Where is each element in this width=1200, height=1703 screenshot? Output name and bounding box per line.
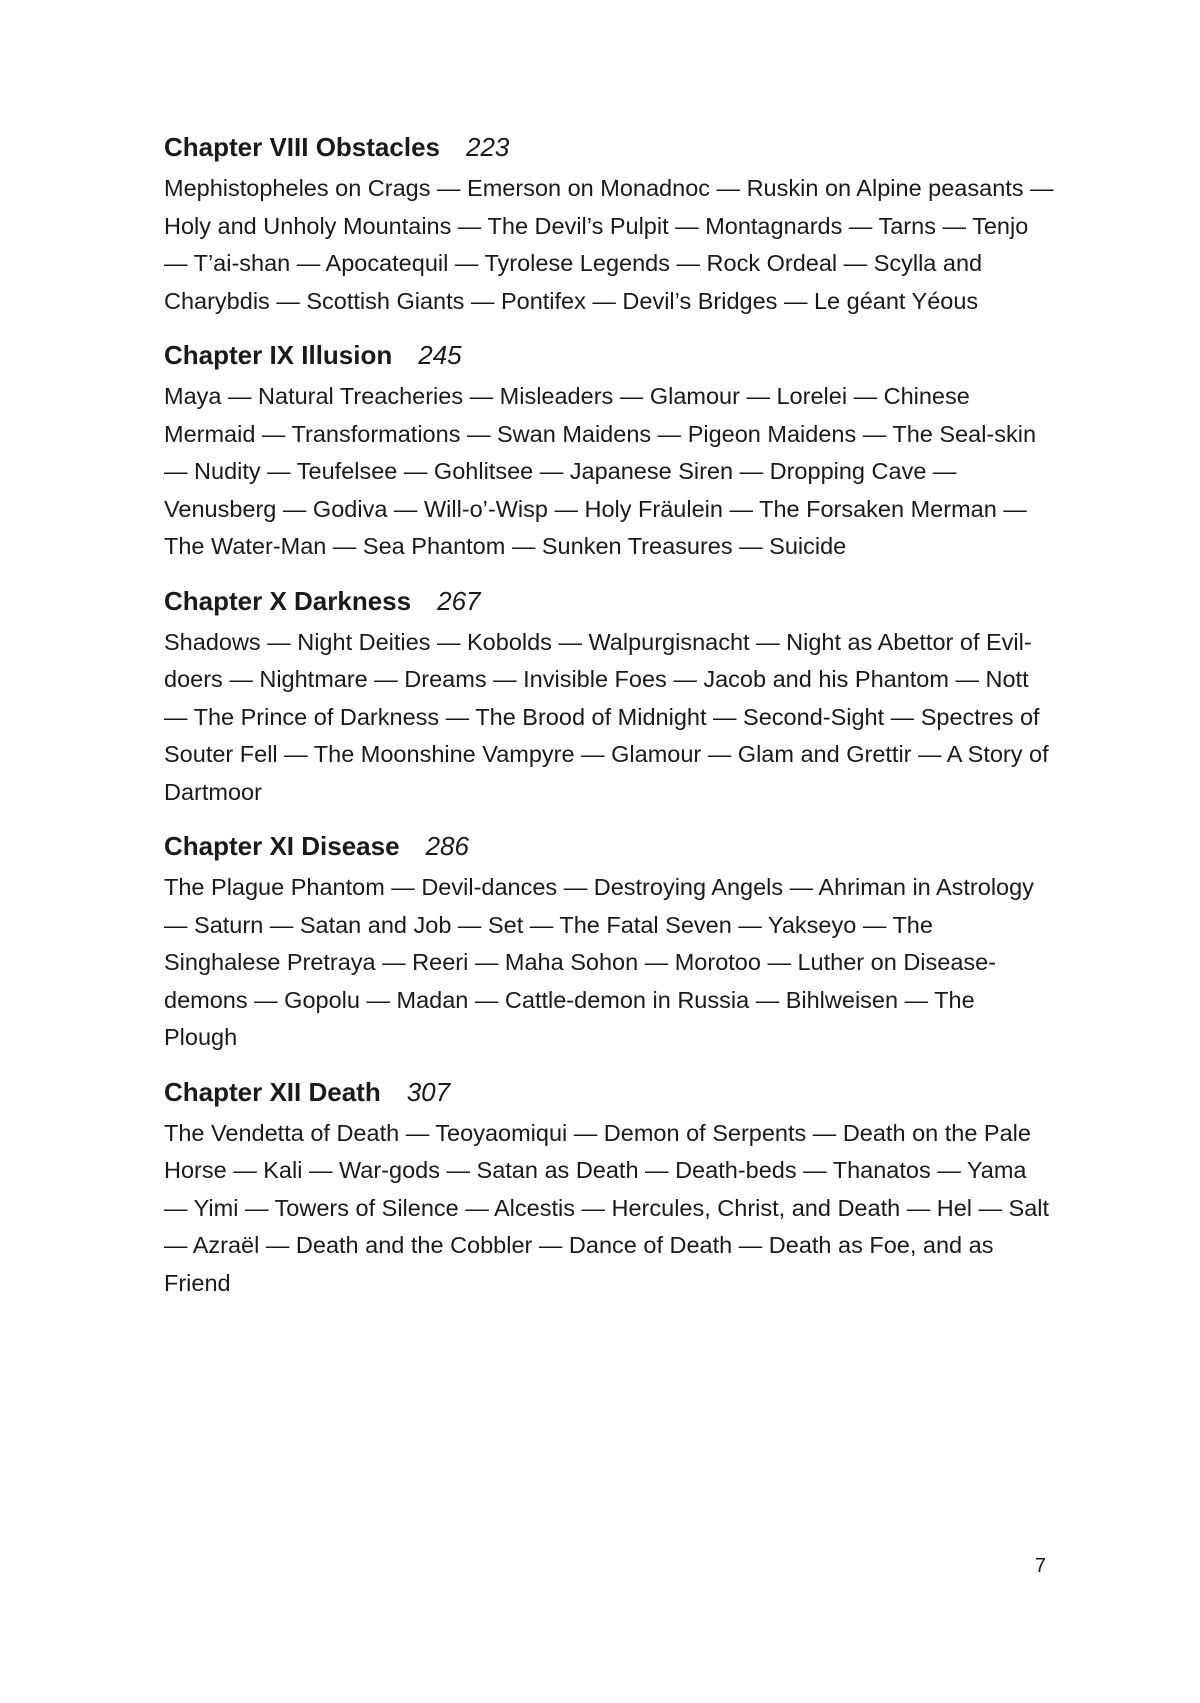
chapter-title: Chapter IX Illusion xyxy=(164,340,393,370)
chapter-entry-x xyxy=(164,584,1054,812)
chapter-topics: Mephistopheles on Crags — Emerson on Monadnoc — Ruskin on Alpine peasants — Holy and Unholy Mountains — The Devil’s Pulpit — Montagnards — Tarns — Tenjo — T’ai-shan — Apocatequil — Tyrolese Legends — Rock Ordeal — Scylla and Charybdis — Scottish Giants — Pontifex — Devil’s Bridges — Le géant Yéous xyxy=(164,175,1054,314)
chapter-topics: The Vendetta of Death — Teoyaomiqui — Demon of Serpents — Death on the Pale Horse — Kali — War-gods — Satan as Death — Death-beds — Thanatos — Yama — Yimi — Towers of Silence — Alcestis — Hercules, Christ, and Death — Hel — Salt — Azraël — Death and the Cobbler — Dance of Death — Death as Foe, and as Friend xyxy=(164,1119,1050,1296)
chapter-title: Chapter VIII Obstacles xyxy=(164,132,440,162)
chapter-entry-ix xyxy=(164,338,1054,566)
chapter-title: Chapter XI Disease xyxy=(164,831,400,861)
chapter-title: Chapter XII Death xyxy=(164,1076,381,1107)
chapter-title: Chapter X Darkness xyxy=(164,585,412,616)
chapter-page-number: 286 xyxy=(425,831,469,861)
chapter-page-number: 223 xyxy=(465,132,510,162)
chapter-topics: The Plague Phantom — Devil-dances — Destroying Angels — Ahriman in Astrology — Saturn — Satan and Job — Set — The Fatal Seven — Yakseyo — The Singhalese Pretraya — Reeri — Maha Sohon — Morotoo — Luther on Disease-demons — Gopolu — Madan — Cattle-demon in Russia — Bihlweisen — The Plough xyxy=(164,874,1034,1050)
chapter-entry-xi xyxy=(164,829,1054,1057)
page-number: 7 xyxy=(1034,1555,1046,1577)
chapter-heading xyxy=(164,338,1054,372)
chapter-entry-xii xyxy=(164,1075,1054,1303)
table-of-contents xyxy=(164,130,1054,1320)
chapter-heading xyxy=(164,584,1054,618)
chapter-heading xyxy=(164,1075,1054,1109)
chapter-page-number: 267 xyxy=(437,585,481,616)
chapter-entry-viii xyxy=(164,130,1054,320)
chapter-topics: Maya — Natural Treacheries — Misleaders — Glamour — Lorelei — Chinese Mermaid — Transformations — Swan Maidens — Pigeon Maidens — The Seal-skin — Nudity — Teufelsee — Gohlitsee — Japanese Siren — Dropping Cave — Venusberg — Godiva — Will-o’-Wisp — Holy Fräulein — The Forsaken Merman — The Water-Man — Sea Phantom — Sunken Treasures — Suicide xyxy=(164,383,1037,559)
chapter-heading xyxy=(164,829,1054,863)
chapter-topics: Shadows — Night Deities — Kobolds — Walpurgisnacht — Night as Abettor of Evil-doers — Nightmare — Dreams — Invisible Foes — Jacob and his Phantom — Nott — The Prince of Darkness — The Brood of Midnight — Second-Sight — Spectres of Souter Fell — The Moonshine Vampyre — Glamour — Glam and Grettir — A Story of Dartmoor xyxy=(164,628,1049,805)
chapter-page-number: 307 xyxy=(406,1076,451,1107)
chapter-page-number: 245 xyxy=(418,340,462,370)
chapter-heading xyxy=(164,130,1054,164)
